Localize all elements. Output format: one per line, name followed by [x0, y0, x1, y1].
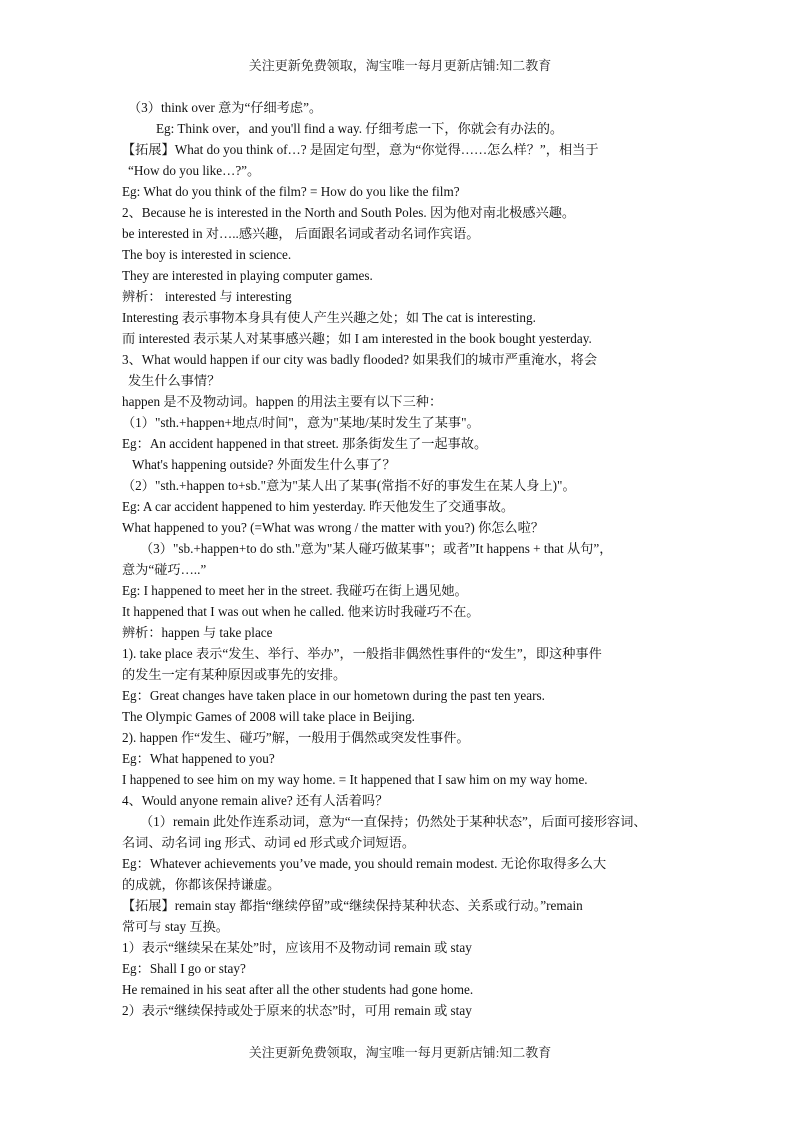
- text-line: Eg: A car accident happened to him yesterday. 昨天他发生了交通事故。: [122, 499, 515, 514]
- page-header: 关注更新免费领取，淘宝唯一每月更新店铺:知二教育: [248, 58, 552, 73]
- text-line: Eg：An accident happened in that street. 那条街发生了一起事故。: [122, 436, 488, 451]
- text-line: I happened to see him on my way home. = It happened that I saw him on my way home.: [122, 772, 588, 787]
- text-line: Eg: Think over，and you'll find a way. 仔细考虑一下，你就会有办法的。: [156, 121, 564, 136]
- text-line: 辨析： interested 与 interesting: [122, 289, 292, 304]
- text-line: （3）"sb.+happen+to do sth."意为"某人碰巧做某事"；或者”It happens + that 从句”，: [140, 541, 613, 556]
- text-line: The boy is interested in science.: [122, 247, 292, 262]
- text-line: 1）表示“继续呆在某处”时，应该用不及物动词 remain 或 stay: [122, 940, 472, 955]
- text-line: （3）think over 意为“仔细考虑”。: [128, 100, 323, 115]
- text-line: Eg: I happened to meet her in the street. 我碰巧在街上遇见她。: [122, 583, 468, 598]
- text-line: 辨析：happen 与 take place: [122, 625, 273, 640]
- text-line: 的发生一定有某种原因或事先的安排。: [122, 667, 347, 682]
- document-body: [122, 97, 692, 1021]
- text-line: （1）"sth.+happen+地点/时间"，意为"某地/某时发生了某事"。: [122, 415, 480, 430]
- text-line: 1). take place 表示“发生、举行、举办”，一般指非偶然性事件的“发生”，即这种事件: [122, 646, 602, 661]
- text-line: What happened to you? (=What was wrong / the matter with you?) 你怎么啦？: [122, 520, 544, 535]
- text-line: 3、What would happen if our city was badly flooded? 如果我们的城市严重淹水，将会: [122, 352, 598, 367]
- page-footer: 关注更新免费领取，淘宝唯一每月更新店铺:知二教育: [248, 1045, 552, 1060]
- text-line: They are interested in playing computer games.: [122, 268, 373, 283]
- text-line: Eg：What happened to you?: [122, 751, 275, 766]
- text-line: Eg：Shall I go or stay?: [122, 961, 246, 976]
- text-line: 【拓展】remain stay 都指“继续停留”或“继续保持某种状态、关系或行动。”remain: [122, 898, 583, 913]
- text-line: “How do you like…?”。: [128, 163, 261, 178]
- text-line: （1）remain 此处作连系动词，意为“一直保持；仍然处于某种状态”，后面可接形容词、: [140, 814, 647, 829]
- text-line: What's happening outside? 外面发生什么事了？: [132, 457, 396, 472]
- text-line: It happened that I was out when he called. 他来访时我碰巧不在。: [122, 604, 480, 619]
- text-line: 常可与 stay 互换。: [122, 919, 229, 934]
- text-line: 【拓展】What do you think of…? 是固定句型，意为“你觉得……怎么样？”，相当于: [122, 142, 599, 157]
- text-line: 而 interested 表示某人对某事感兴趣；如 I am interested in the book bought yesterday.: [122, 331, 592, 346]
- text-line: Eg: What do you think of the film? = How do you like the film?: [122, 184, 460, 199]
- text-line: 4、Would anyone remain alive? 还有人活着吗？: [122, 793, 389, 808]
- text-line: Eg：Whatever achievements you’ve made, you should remain modest. 无论你取得多么大: [122, 856, 607, 871]
- text-line: Interesting 表示事物本身具有使人产生兴趣之处；如 The cat is interesting.: [122, 310, 536, 325]
- text-line: 的成就，你都该保持谦虚。: [122, 877, 281, 892]
- text-line: He remained in his seat after all the other students had gone home.: [122, 982, 474, 997]
- text-line: 发生什么事情？: [128, 373, 221, 388]
- text-line: 意为“碰巧…..”: [122, 562, 207, 577]
- text-line: The Olympic Games of 2008 will take place in Beijing.: [122, 709, 415, 724]
- text-line: 2、Because he is interested in the North and South Poles. 因为他对南北极感兴趣。: [122, 205, 576, 220]
- text-line: 2）表示“继续保持或处于原来的状态”时，可用 remain 或 stay: [122, 1003, 472, 1018]
- text-line: Eg：Great changes have taken place in our hometown during the past ten years.: [122, 688, 545, 703]
- text-line: 名词、动名词 ing 形式、动词 ed 形式或介词短语。: [122, 835, 416, 850]
- text-line: happen 是不及物动词。happen 的用法主要有以下三种：: [122, 394, 443, 409]
- text-line: be interested in 对…..感兴趣， 后面跟名词或者动名词作宾语。: [122, 226, 480, 241]
- text-line: （2）"sth.+happen to+sb."意为"某人出了某事(常指不好的事发生在某人身上)"。: [122, 478, 576, 493]
- text-line: 2). happen 作“发生、碰巧”解，一般用于偶然或突发性事件。: [122, 730, 470, 745]
